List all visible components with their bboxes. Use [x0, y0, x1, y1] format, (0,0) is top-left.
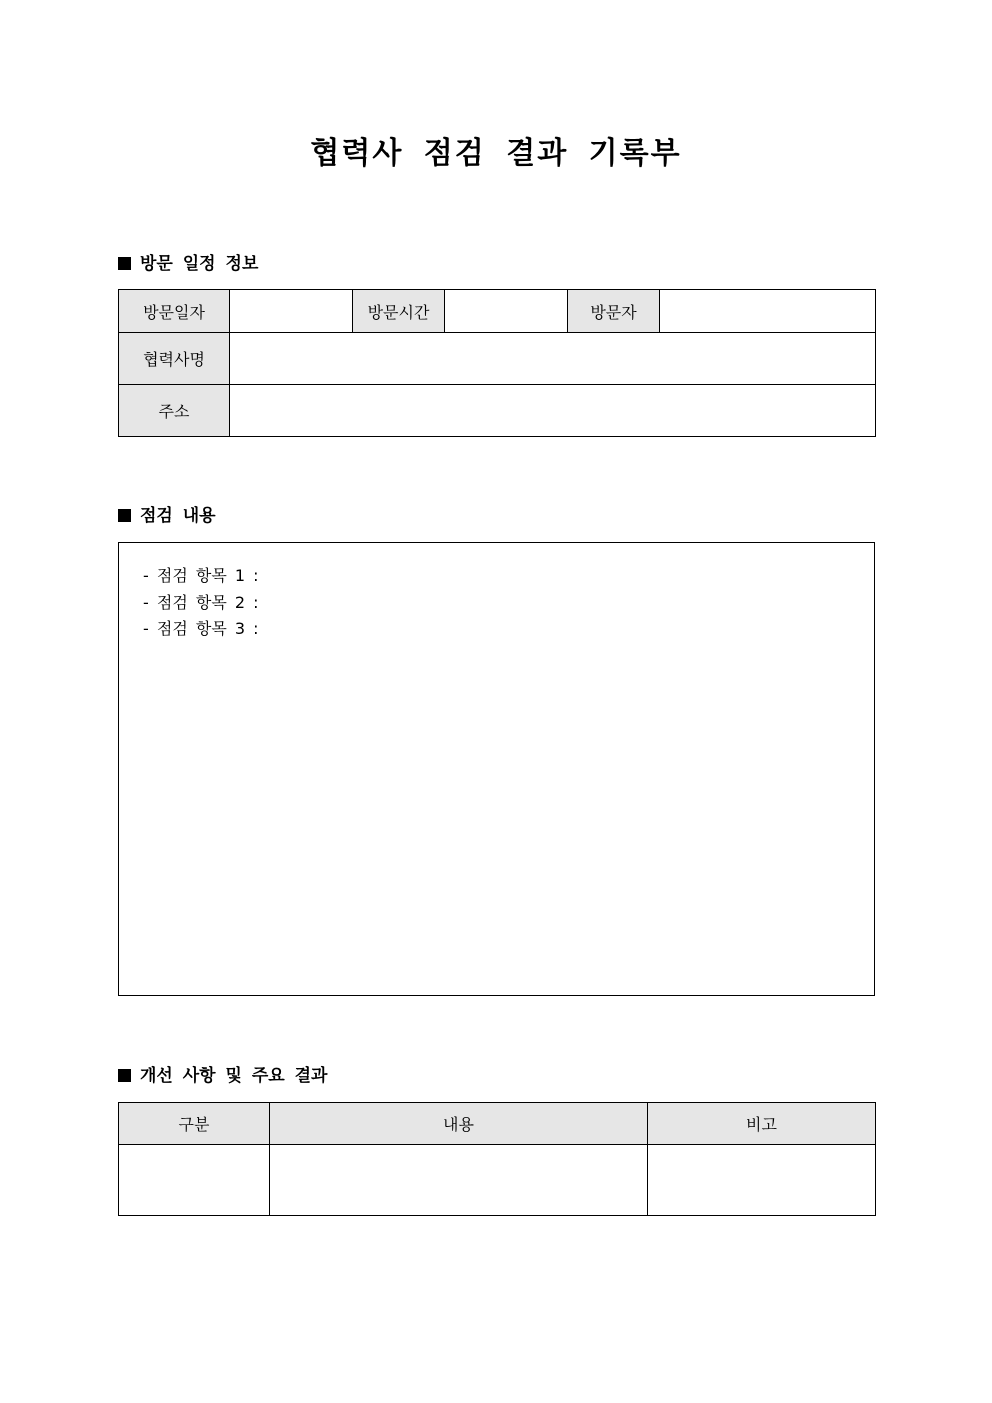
improvement-heading	[118, 1064, 327, 1088]
partner-name-label: 협력사명	[119, 333, 230, 385]
visit-info-table	[118, 289, 876, 437]
inspection-heading-text: 점검 내용	[140, 506, 216, 526]
content-cell[interactable]	[270, 1145, 648, 1216]
table-row	[119, 1145, 876, 1216]
inspection-item-1: - 점검 항목 1 :	[143, 566, 259, 585]
column-header-content: 내용	[270, 1103, 648, 1145]
address-field[interactable]	[230, 385, 876, 437]
visit-info-heading	[118, 252, 258, 276]
visitor-label: 방문자	[568, 290, 660, 333]
partner-name-field[interactable]	[230, 333, 876, 385]
visit-date-field[interactable]	[230, 290, 353, 333]
inspection-heading	[118, 504, 216, 528]
category-cell[interactable]	[119, 1145, 270, 1216]
inspection-content-box[interactable]	[118, 542, 875, 996]
remarks-cell[interactable]	[648, 1145, 876, 1216]
visit-date-label: 방문일자	[119, 290, 230, 333]
document-title: 협력사 점검 결과 기록부	[310, 136, 682, 171]
improvement-table	[118, 1102, 876, 1216]
address-label: 주소	[119, 385, 230, 437]
inspection-item-3: - 점검 항목 3 :	[143, 619, 259, 638]
square-bullet-icon	[118, 1069, 131, 1082]
inspection-item-2: - 점검 항목 2 :	[143, 592, 259, 612]
visit-info-heading-text: 방문 일정 정보	[140, 254, 259, 274]
visitor-field[interactable]	[660, 290, 876, 333]
visit-time-field[interactable]	[445, 290, 568, 333]
column-header-category: 구분	[119, 1103, 270, 1145]
square-bullet-icon	[118, 257, 131, 270]
visit-time-label: 방문시간	[353, 290, 445, 333]
inspection-item-list	[143, 563, 259, 643]
column-header-remarks: 비고	[648, 1103, 876, 1145]
improvement-heading-text: 개선 사항 및 주요 결과	[140, 1066, 328, 1086]
square-bullet-icon	[118, 509, 131, 522]
